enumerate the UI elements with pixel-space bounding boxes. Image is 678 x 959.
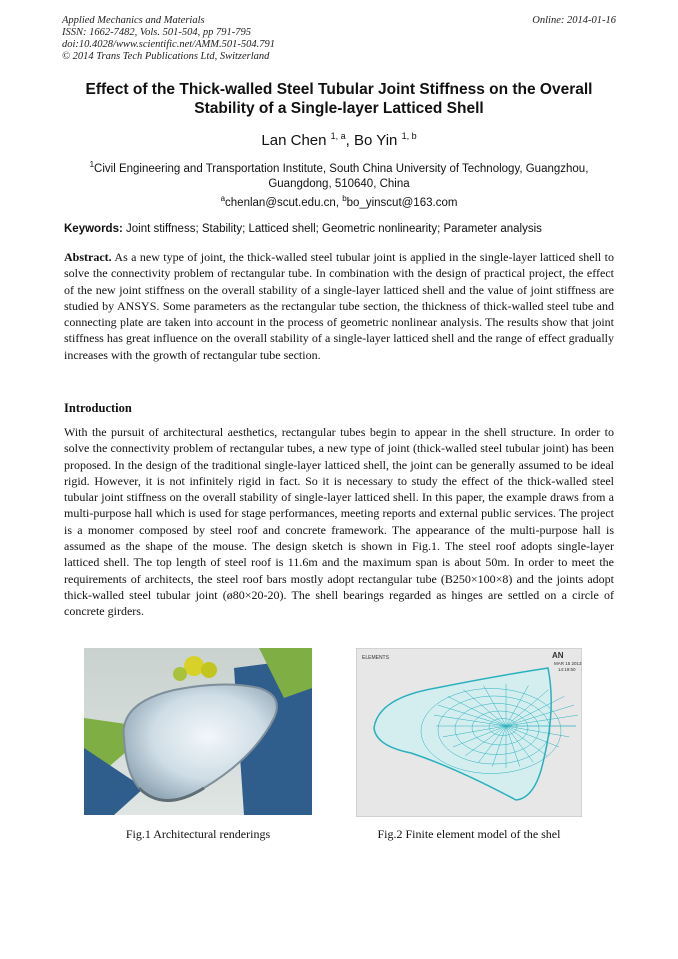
keywords: [64, 223, 614, 235]
keywords-label: Keywords:: [64, 223, 123, 235]
author-1-name: Lan Chen: [261, 132, 331, 149]
authors: [0, 131, 678, 149]
tree-green: [173, 667, 187, 681]
affiliation-line-2: Guangdong, 510640, China: [268, 177, 410, 190]
author-2-sup: 1, b: [401, 131, 417, 141]
ansys-logo: AN: [552, 651, 564, 660]
tree-yellow-2: [201, 662, 217, 678]
author-1-sup: 1, a: [330, 131, 346, 141]
abstract-text: As a new type of joint, the thick-walled steel tubular joint is applied in the single-layer latticed shell to solve the connectivity problem of rectangular tube. In combination with the design of practical project, the effect of the new joint stiffness on the overall stability of a single-layer latticed shell and the value of joint stiffness are studied by ANSYS. Some parameters as the rectangular tube section, the thickness of thick-walled steel tube and connecting plate are taken into account in the process of geometric nonlinear analysis. The results show that joint stiffness has great influence on the overall stability of a single-layer latticed shell and the range of effect gradually increases with the growth of rectangular tube section.: [64, 250, 614, 362]
tree-yellow-1: [184, 656, 204, 676]
figure-2-caption: Fig.2 Finite element model of the shel: [377, 827, 561, 841]
introduction-text: With the pursuit of architectural aesthetics, rectangular tubes begin to appear in the shell structure. In order to solve the connectivity problem of rectangular tubes, a new type of joint (thick-walled steel tubular joint) has been proposed. In the design of the traditional single-layer latticed shell, the joint can be generally assumed to be ideal rigid. However, it is not infinitely rigid in fact. So it is necessary to study the effect of the thick-walled steel tubular joint stiffness on the overall stability of single-layer latticed shell. In this paper, the example draws from a multi-purpose hall which is used for stage performances, meeting reports and external public services. The project is a monomer composed by steel roof and concrete framework. The appearance of the multi-purpose hall is assumed as the shape of the mouse. The design sketch is shown in Fig.1. The steel roof adopts single-layer latticed shell. The top length of steel roof is 11.6m and the maximum span is about 50m. In order to meet the requirements of architects, the steel roof bars mostly adopt rectangular tube (B250×100×8) and the joints adopt thick-walled steel tubular joint (ø80×20-20). The shell bearings regarded as hinges are settled on a circle of concrete girders.: [64, 425, 614, 619]
fem-time: 14:19:50: [558, 667, 576, 672]
title-line-2: Stability of a Single-layer Latticed Shell: [194, 100, 484, 117]
journal-name: Applied Mechanics and Materials: [62, 15, 205, 26]
emails: [0, 194, 678, 209]
email-b-sup: b: [342, 194, 347, 203]
affiliation: [64, 157, 614, 192]
title-line-1: Effect of the Thick-walled Steel Tubular Joint Stiffness on the Overall: [85, 81, 593, 98]
journal-header: [62, 15, 616, 63]
paper-title: [60, 80, 618, 118]
fem-label: ELEMENTS: [362, 655, 389, 661]
email-a-sup: a: [220, 194, 226, 203]
affiliation-sup: 1: [89, 160, 95, 169]
affiliation-line-1: Civil Engineering and Transportation Institute, South China University of Technology, Guangzhou,: [94, 162, 589, 175]
issn: ISSN: 1662-7482, Vols. 501-504, pp 791-795: [62, 27, 251, 38]
doi: doi:10.4028/www.scientific.net/AMM.501-504.791: [62, 39, 275, 50]
figure-1-architectural-rendering: [84, 648, 312, 815]
rendering-image: [84, 648, 312, 815]
author-2-name: Bo Yin: [354, 132, 402, 149]
abstract: [64, 249, 614, 363]
copyright: © 2014 Trans Tech Publications Ltd, Switzerland: [62, 51, 270, 62]
abstract-label: Abstract.: [64, 250, 112, 264]
figure-2-finite-element-model: [356, 648, 582, 817]
author-separator: ,: [345, 132, 355, 149]
email-a: chenlan@scut.edu.cn,: [225, 196, 343, 209]
introduction-heading: Introduction: [64, 401, 132, 415]
fem-date: MAR 15 2013: [554, 661, 582, 666]
keywords-text: Joint stiffness; Stability; Latticed shell; Geometric nonlinearity; Parameter analysis: [122, 223, 542, 235]
fem-image: [356, 648, 582, 817]
online-date: Online: 2014-01-16: [532, 15, 616, 26]
email-b: bo_yinscut@163.com: [346, 196, 458, 209]
figure-1-caption: Fig.1 Architectural renderings: [125, 827, 271, 841]
